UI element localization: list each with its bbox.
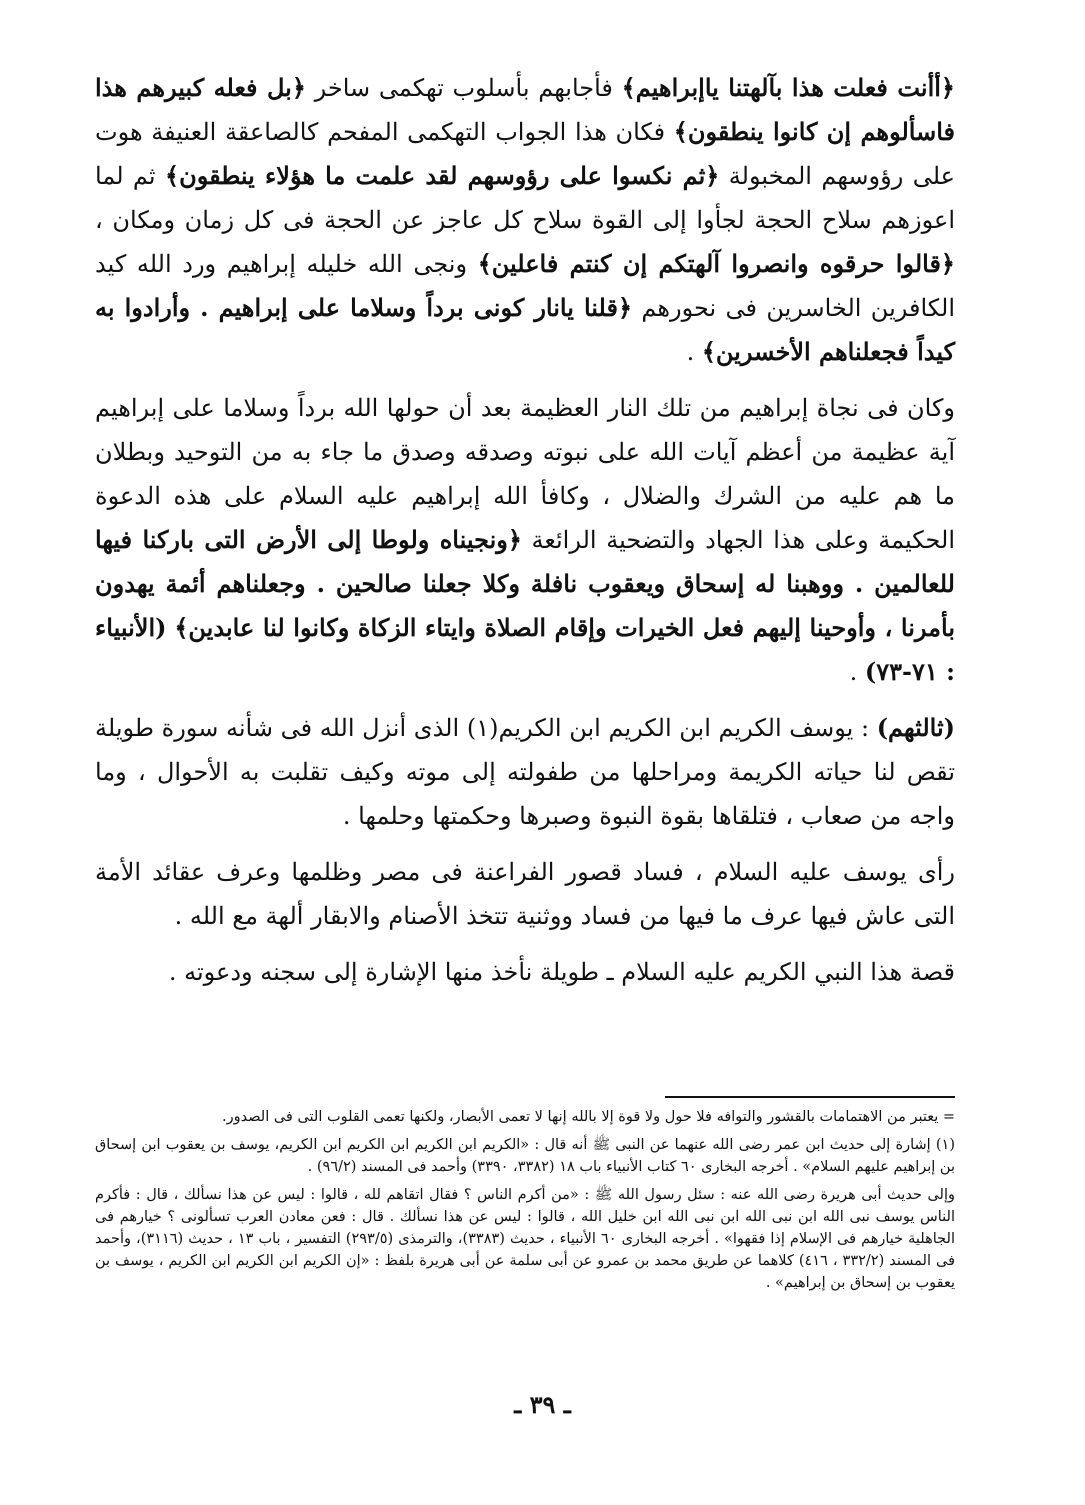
paragraph-4: رأى يوسف عليه السلام ، فساد قصور الفراعنة فى مصر وظلمها وعرف عقائد الأمة التى عاش فيها عرف ما فيها من فساد ووثنية تتخذ الأصنام والابقار ألهة مع الله . (95, 858, 955, 930)
quran-quote: ﴿ونجيناه ولوطا إلى الأرض التى باركنا فيها للعالمين . ووهبنا له إسحاق ويعقوب نافلة وكلا جعلنا صالحين . وجعلناهم أئمة يهدون بأمرنا ، وأوحينا إليهم فعل الخيرات وإقام الصلاة وايتاء الزكاة وكانوا لنا عابدين﴾ (95, 525, 955, 642)
quran-quote: (الأنبياء : ٧١-٧٣) (95, 613, 955, 686)
quran-quote: ﴿أأنت فعلت هذا بآلهتنا ياإبراهيم﴾ (621, 73, 955, 102)
main-text (95, 66, 955, 1006)
paragraph-3: (ثالثهم) : يوسف الكريم ابن الكريم ابن الكريم(١) الذى أنزل الله فى شأنه سورة طويلة تقص لنا حياته الكريمة ومراحلها من طفولته إلى موته وكيف تقلبت به الأحوال ، وما واجه من صعاب ، فتلقاها بقوة النبوة وصبرها وحكمتها وحلمها . (95, 713, 955, 830)
paragraph-2: وكان فى نجاة إبراهيم من تلك النار العظيمة بعد أن حولها الله برداً وسلاما على إبراهيم آية عظيمة من أعظم آيات الله على نبوته وصدقه وصدق ما جاء به من التوحيد وبطلان ما هم عليه من الشرك والضلال ، وكافأ الله إبراهيم عليه السلام على هذه الدعوة الحكيمة وعلى هذا الجهاد والتضحية الرائعة ﴿ونجيناه ولوطا إلى الأرض التى باركنا فيها للعالمين . ووهبنا له إسحاق ويعقوب نافلة وكلا جعلنا صالحين . وجعلناهم أئمة يهدون بأمرنا ، وأوحينا إليهم فعل الخيرات وإقام الصلاة وايتاء الزكاة وكانوا لنا عابدين﴾ (الأنبياء : ٧١-٧٣) . (95, 394, 956, 686)
footnote-divider (665, 1096, 955, 1098)
paragraph-1: ﴿أأنت فعلت هذا بآلهتنا ياإبراهيم﴾ فأجابهم بأسلوب تهكمى ساخر ﴿بل فعله كبيرهم هذا فاسألوهم إن كانوا ينطقون﴾ فكان هذا الجواب التهكمى المفحم كالصاعقة العنيفة هوت على رؤوسهم المخبولة ﴿ثم نكسوا على رؤوسهم لقد علمت ما هؤلاء ينطقون﴾ ثم لما اعوزهم سلاح الحجة لجأوا إلى القوة سلاح كل عاجز عن الحجة فى كل زمان ومكان ، ﴿قالوا حرقوه وانصروا آلهتكم إن كنتم فاعلين﴾ ونجى الله خليله إبراهيم ورد الله كيد الكافرين الخاسرين فى نحورهم ﴿قلنا يانار كونى برداً وسلاما على إبراهيم . وأرادوا به كيداً فجعلناهم الأخسرين﴾ . (95, 73, 956, 366)
quran-quote: ﴿بل فعله كبيرهم هذا فاسألوهم إن كانوا ينطقون﴾ (95, 73, 955, 146)
quran-quote: ﴿قالوا حرقوه وانصروا آلهتكم إن كنتم فاعلين﴾ (477, 249, 955, 278)
quran-quote: ﴿قلنا يانار كونى برداً وسلاما على إبراهيم . وأرادوا به كيداً فجعلناهم الأخسرين﴾ (95, 293, 955, 366)
footnotes (95, 1096, 955, 1300)
footnote-2: وإلى حديث أبى هريرة رضى الله عنه : سئل رسول الله ﷺ : «من أكرم الناس ؟ فقال اتقاهم لله ، قالوا : ليس عن هذا نسألك ، قال : فأكرم الناس يوسف نبى الله ابن نبى الله ابن نبى الله ابن خليل الله ، قالوا : ليس عن هذا نسألك . قال : فعن معادن العرب تسألونى ؟ خيارهم فى الجاهلية خيارهم فى الإسلام إذا فقهوا» . أخرجه البخارى ٦٠ الأنبياء ، حديث (٣٣٨٣)، والترمذى (٢٩٣/٥) التفسير ، باب ١٣ ، حديث (٣١١٦)، وأحمد فى المسند (٣٣٢/٢ ، ٤١٦) كلاهما عن طريق محمد بن عمرو عن أبى سلمة عن أبى هريرة بلفظ : «إن الكريم ابن الكريم ابن الكريم ، يوسف بن يعقوب بن إسحاق بن إبراهيم» . (95, 1187, 955, 1291)
quran-quote: (ثالثهم) (876, 713, 955, 742)
paragraph-5: قصة هذا النبي الكريم عليه السلام ـ طويلة نأخذ منها الإشارة إلى سجنه ودعوته . (168, 958, 955, 986)
quran-quote: ﴿ثم نكسوا على رؤوسهم لقد علمت ما هؤلاء ينطقون﴾ (165, 161, 720, 190)
footnote-continuation: = يعتبر من الاهتمامات بالقشور والتوافه فلا حول ولا قوة إلا بالله إنها لا تعمى الأبصار، ولكنها تعمى القلوب التى فى الصدور. (221, 1109, 955, 1125)
footnote-1: (١) إشارة إلى حديث ابن عمر رضى الله عنهما عن النبى ﷺ أنه قال : «الكريم ابن الكريم ابن الكريم ابن الكريم، يوسف بن يعقوب ابن إسحاق بن إبراهيم عليهم السلام» . أخرجه البخارى ٦٠ كتاب الأنبياء باب ١٨ (٣٣٨٢، ٣٣٩٠) وأحمد فى المسند (٩٦/٢) . (95, 1137, 955, 1175)
page-number: ـ ٣٩ ـ (514, 1390, 571, 1419)
